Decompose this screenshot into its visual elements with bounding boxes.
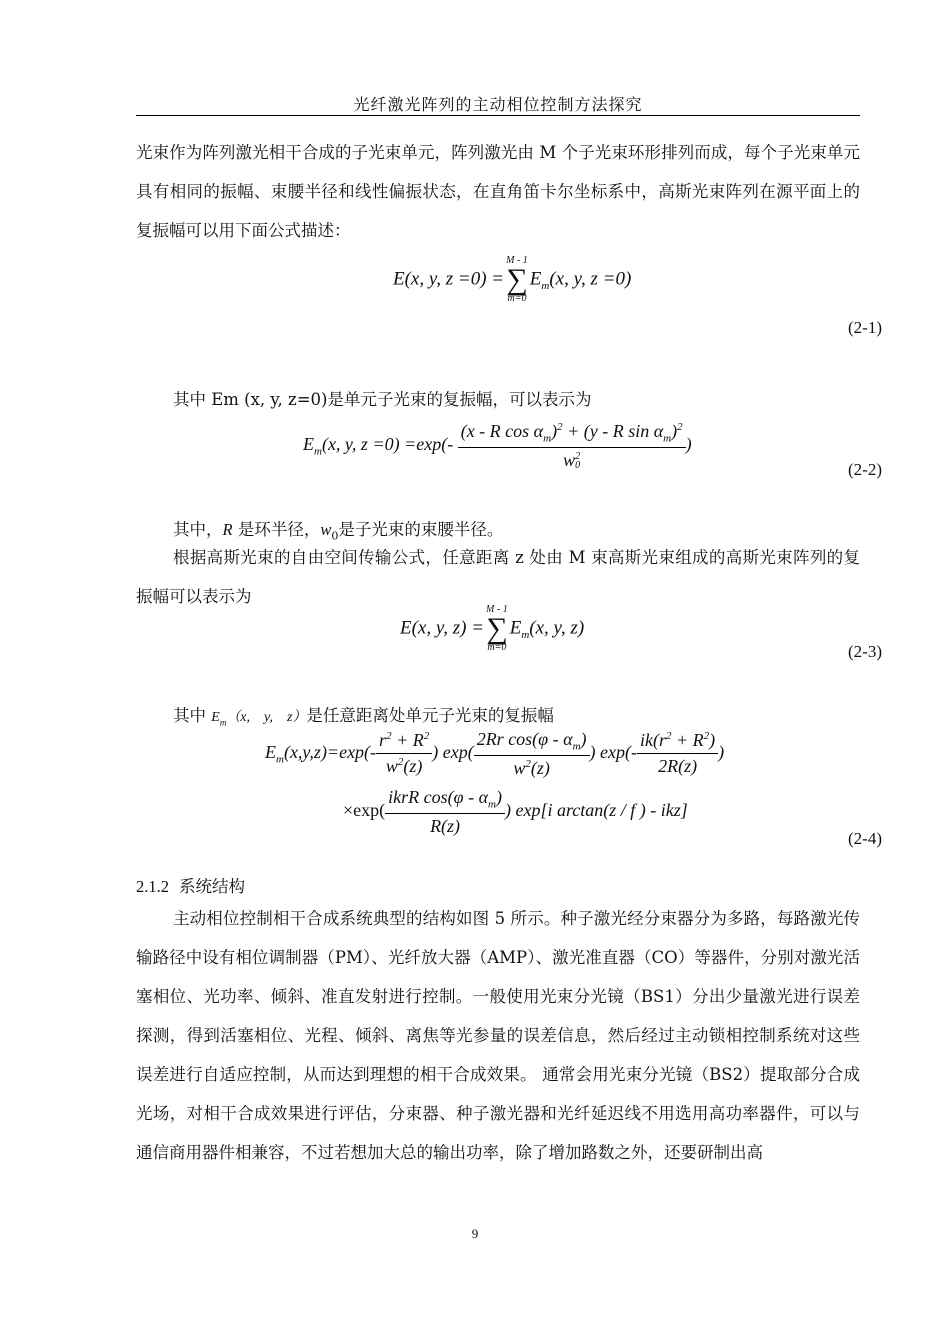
equation-number-2-4: (2-4): [848, 829, 882, 848]
p5-text-b: 是任意距离处单元子光束的复振幅: [306, 706, 554, 725]
eq3-sum-lower: m=0: [487, 642, 507, 653]
eq2-den-sub: 0: [575, 460, 581, 472]
eq3-rhs-E: E: [509, 617, 522, 639]
p5-args: （x, y, z）: [226, 710, 307, 725]
p5-symbol-E-sub: m: [219, 717, 227, 728]
section-heading: [136, 873, 245, 897]
eq4-f1-den-a: w: [385, 756, 398, 777]
equation-2-2: [303, 421, 692, 471]
eq1-rhs-args: (x, y, z =0): [549, 268, 632, 290]
eq4-f2-den-a: w: [513, 757, 526, 778]
p3-symbol-w-sub: 0: [331, 529, 339, 543]
p3-text-b: 是环半径，: [232, 520, 321, 539]
eq3-sum: M - 1 ∑ m=0: [486, 604, 508, 653]
equation-2-4-line-1: [265, 729, 724, 779]
eq4-f1-den-sup: 2: [397, 756, 404, 769]
eq1-sum: M - 1 ∑ m=0: [506, 255, 528, 304]
p3-text-c: 是子光束的束腰半径。: [338, 520, 504, 539]
equation-2-3: [400, 605, 584, 653]
eq4-f4-num-end: ): [495, 787, 502, 807]
eq2-num-c: + (y - R sin α: [562, 421, 664, 441]
eq4-fraction-4: [385, 787, 505, 837]
eq4-f2-den-sup: 2: [525, 757, 531, 770]
eq2-num-sub1: m: [543, 432, 552, 445]
eq1-rhs-E: E: [529, 268, 542, 290]
eq4-line2-a: ×exp(: [343, 799, 386, 820]
eq4-f3-num-a: ik(r: [640, 730, 666, 751]
eq4-f2-den-b: (z): [530, 757, 550, 778]
paragraph-em-def: 其中 Em (x, y, z=0)是单元子光束的复振幅，可以表示为: [173, 390, 592, 409]
equation-2-1: [393, 256, 631, 304]
header-rule: [136, 115, 860, 116]
eq2-den-sup: 2: [575, 451, 581, 463]
eq2-num-a: (x - R cos α: [460, 421, 544, 441]
eq4-f2-num-sub: m: [572, 740, 581, 753]
eq2-sup2: 2: [677, 421, 683, 433]
paragraph-em-xyz: [173, 702, 554, 727]
eq4-f1-num-a: r: [379, 730, 387, 751]
p3-symbol-R: R: [222, 520, 233, 539]
eq3-sum-upper: M - 1: [486, 604, 508, 615]
eq4-f1-num-sup2: 2: [423, 730, 430, 743]
eq4-f3-num-sup1: 2: [666, 730, 672, 743]
eq4-f3-den: 2R(z): [658, 756, 698, 777]
equation-number-2-3: (2-3): [848, 642, 882, 661]
equation-2-4-line-2: [343, 787, 688, 837]
running-header: 光纤激光阵列的主动相位控制方法探究: [353, 95, 643, 114]
eq4-f1-num-b: + R: [391, 730, 424, 751]
eq2-num-b: ): [551, 421, 558, 441]
eq1-sum-lower: m=0: [507, 293, 527, 304]
eq3-rhs-sub: m: [521, 629, 530, 642]
p3-symbol-w: w: [320, 520, 332, 539]
eq4-lhs-E: E: [265, 741, 276, 762]
eq2-num-sub2: m: [663, 432, 672, 445]
paragraph-propagation: 根据高斯光束的自由空间传输公式，任意距离 z 处由 M 束高斯光束组成的高斯光束阵列的复振幅可以表示为: [136, 548, 860, 606]
section-number: 2.1.2: [136, 877, 169, 896]
section-title: 系统结构: [179, 877, 245, 896]
eq4-close-1: ): [718, 741, 725, 762]
paragraph-system-structure: 主动相位控制相干合成系统典型的结构如图 5 所示。种子激光经分束器分为多路，每路激光传输路径中设有相位调制器（PM）、光纤放大器（AMP）、激光准直器（CO）等器件，分别对激光活塞相位、光功率、倾斜、准直发射进行控制。一般使用光束分光镜（BS1）分出少量激光进行误差探测，得到活塞相位、光程、倾斜、离焦等光参量的误差信息，然后经过主动锁相控制系统对这些误差进行自适应控制，从而达到理想的相干合成效果。 通常会用光束分光镜（BS2）提取部分合成光场，对相干合成效果进行评估，分束器、种子激光器和光纤延迟线不用选用高功率器件，可以与通信商用器件相兼容，不过若想加大总的输出功率，除了增加路数之外，还要研制出高: [136, 909, 860, 1162]
equation-number-2-1: (2-1): [848, 318, 882, 337]
eq4-lhs-args: (x,y,z)=exp(-: [283, 741, 377, 762]
eq4-mid-2: ) exp(-: [589, 741, 637, 762]
p3-text-a: 其中，: [173, 520, 223, 539]
equation-number-2-2: (2-2): [848, 460, 882, 479]
p5-symbol-E: E: [211, 710, 220, 725]
eq2-fraction: [458, 421, 686, 471]
p5-text-a: 其中: [173, 706, 212, 725]
eq4-f1-den-b: (z): [403, 756, 423, 777]
eq1-lhs: E(x, y, z =0) =: [393, 268, 505, 290]
eq2-den-w: w: [563, 449, 576, 470]
eq4-fraction-1: [376, 730, 432, 777]
eq4-lhs-sub: m: [276, 753, 284, 766]
page-number: 9: [471, 1226, 479, 1241]
eq2-lhs-sub: m: [314, 445, 322, 458]
eq4-mid-1: ) exp(: [432, 741, 474, 762]
eq4-f1-num-sup1: 2: [386, 730, 392, 743]
eq4-line2-b: ) exp[i arctan(z / f ) - ikz]: [504, 799, 688, 820]
eq4-f3-num-c: ): [709, 730, 716, 751]
eq3-lhs: E(x, y, z) =: [400, 617, 485, 639]
eq2-num-d: ): [671, 421, 678, 441]
eq3-rhs-args: (x, y, z): [529, 617, 585, 639]
eq4-fraction-2: [474, 729, 590, 779]
eq4-f4-num: ikrR cos(φ - α: [388, 787, 489, 807]
eq4-f3-num-b: + R: [671, 730, 704, 751]
eq2-lhs-E: E: [303, 433, 314, 454]
eq4-f4-num-sub: m: [488, 798, 496, 811]
eq4-fraction-3: [637, 730, 718, 777]
eq2-sup1: 2: [557, 421, 563, 433]
eq4-f3-num-sup2: 2: [703, 730, 710, 743]
eq2-close: ): [685, 433, 692, 454]
eq4-f4-den: R(z): [430, 815, 461, 836]
eq2-lhs-args: (x, y, z =0) =exp(-: [321, 433, 454, 454]
eq1-rhs-sub: m: [541, 280, 550, 293]
paragraph-intro: 光束作为阵列激光相干合成的子光束单元，阵列激光由 M 个子光束环形排列而成，每个子光束单元具有相同的振幅、束腰半径和线性偏振状态，在直角笛卡尔坐标系中，高斯光束阵列在源平面上的复振幅可以用下面公式描述：: [136, 143, 860, 240]
eq1-sum-upper: M - 1: [506, 255, 528, 266]
eq4-f2-num: 2Rr cos(φ - α: [476, 729, 573, 749]
eq4-f2-num-end: ): [580, 729, 587, 749]
